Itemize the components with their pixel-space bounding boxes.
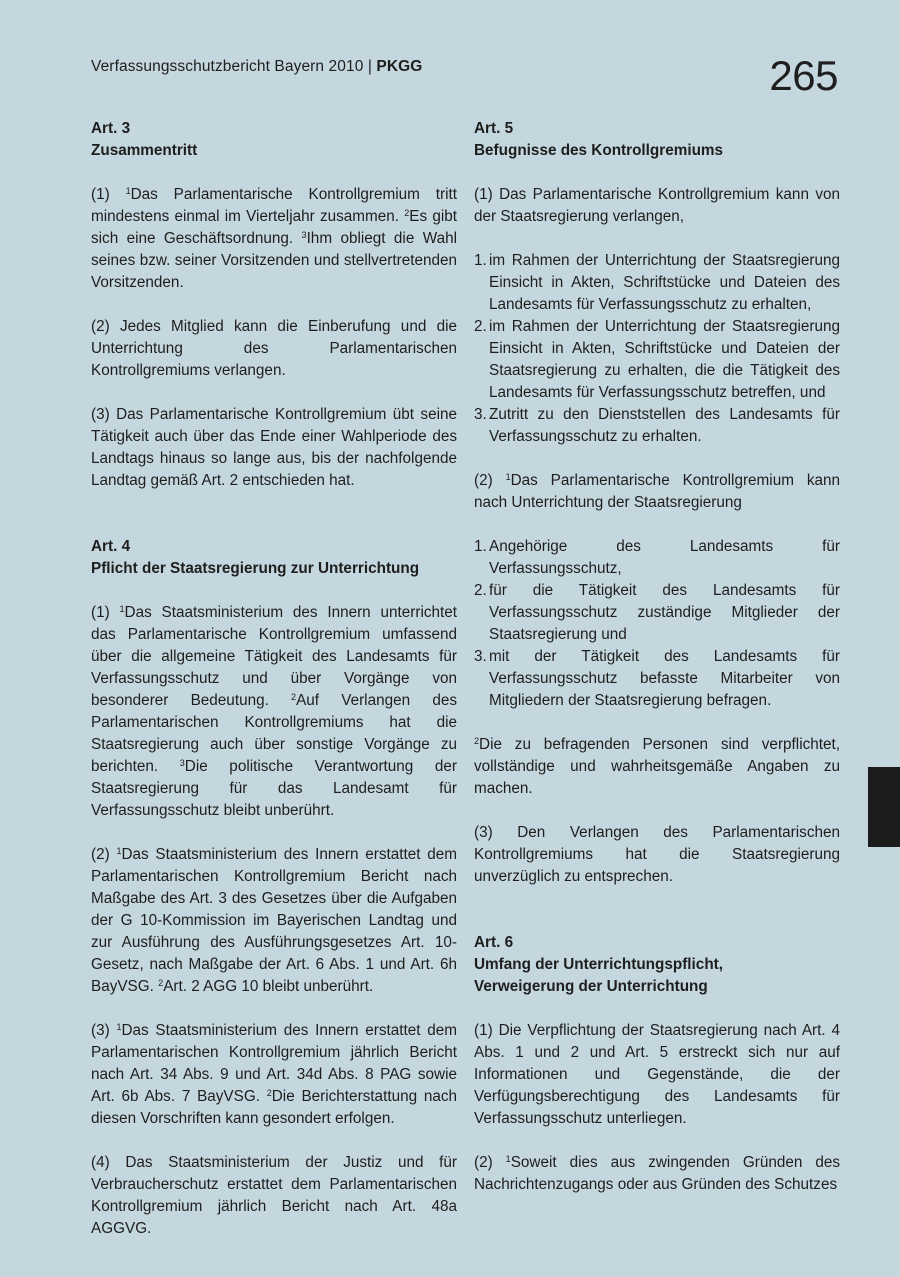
left-column [91, 118, 457, 1240]
list-item: 3. mit der Tätigkeit des Landesamts für Verfassungsschutz befasste Mitarbeiter von Mitgliedern der Staatsregierung befragen. [474, 648, 840, 709]
right-column [474, 118, 840, 1196]
art6-title-line-1: Umfang der Unterrichtungspflicht, [474, 956, 724, 973]
art3-paragraph-3: (3) Das Parlamentarische Kontrollgremium übt seine Tätigkeit auch über das Ende einer Wahlperiode des Landtags hinaus so lange aus, bis der nachfolgende Landtag gemäß Art. 2 entschieden hat. [91, 406, 457, 489]
art6-paragraph-1: (1) Die Verpflichtung der Staatsregierung nach Art. 4 Abs. 1 und 2 und Art. 5 erstreckt sich nur auf Informationen und Gegenstände, die der Verfügungsberechtigung des Landesamts für Verfassungsschutz unterliegen. [474, 1022, 840, 1127]
running-header [91, 58, 422, 76]
chapter-tab-marker [868, 767, 900, 847]
page-number: 265 [769, 52, 838, 99]
art6-label: Art. 6 [474, 934, 514, 951]
art6-title-line-2: Verweigerung der Unterrichtung [474, 978, 708, 995]
art5-label: Art. 5 [474, 120, 514, 137]
art5-title: Befugnisse des Kontrollgremiums [474, 142, 724, 159]
list-item: 3. Zutritt zu den Dienststellen des Landesamts für Verfassungsschutz zu erhalten. [474, 406, 840, 445]
art6-paragraph-2: (2) $^1$Soweit dies aus zwingenden Gründen des Nachrichtenzugangs oder aus Gründen des Schutzes [474, 1154, 840, 1193]
header-section: PKGG [376, 58, 423, 75]
art5-list-1 [474, 250, 840, 448]
art3-label: Art. 3 [91, 120, 131, 137]
art3-title: Zusammentritt [91, 142, 198, 159]
art5-paragraph-3: (3) Den Verlangen des Parlamentarischen Kontrollgremiums hat die Staatsregierung unverzüglich zu entsprechen. [474, 824, 840, 885]
art4-paragraph-1: (1) $^1$Das Staatsministerium des Innern unterrichtet das Parlamentarische Kontrollgremium umfassend über die allgemeine Tätigkeit des Landesamts für Verfassungsschutz und über Vorgänge von besonderer Bedeutung. $^2$Auf Verlangen des Parlamentarischen Kontrollgremiums hat die Staatsregierung auch über sonstige Vorgänge zu berichten. $^3$Die politische Verantwortung der Staatsregierung für das Landesamt für Verfassungsschutz bleibt unberührt. [91, 604, 458, 819]
list-item: 1. im Rahmen der Unterrichtung der Staatsregierung Einsicht in Akten, Schriftstücke und Dateien des Landesamts für Verfassungsschutz zu erhalten, [474, 252, 840, 313]
art4-title: Pflicht der Staatsregierung zur Unterrichtung [91, 560, 420, 577]
art4-paragraph-3: (3) $^1$Das Staatsministerium des Innern erstattet dem Parlamentarischen Kontrollgremium jährlich Bericht nach Art. 34 Abs. 9 und Art. 34d Abs. 8 PAG sowie Art. 6b Abs. 7 BayVSG. $^2$Die Berichterstattung nach diesen Vorschriften kann gesondert erfolgen. [91, 1022, 458, 1127]
art3-paragraph-1: (1) $^1$Das Parlamentarische Kontrollgremium tritt mindestens einmal im Vierteljahr zusammen. $^2$Es gibt sich eine Geschäftsordnung. $^3$Ihm obliegt die Wahl seines bzw. seiner Vorsitzenden und stellvertretenden Vorsitzenden. [91, 186, 458, 291]
header-title: Verfassungsschutzbericht Bayern 2010 | [91, 58, 377, 75]
list-item: 2. für die Tätigkeit des Landesamts für Verfassungsschutz zuständige Mitglieder der Staatsregierung und [474, 582, 840, 643]
art5-list-2 [474, 536, 840, 712]
art4-paragraph-4: (4) Das Staatsministerium der Justiz und für Verbraucherschutz erstattet dem Parlamentarischen Kontrollgremium jährlich Bericht nach Art. 48a AGGVG. [91, 1154, 457, 1237]
art5-paragraph-2b: $^2$Die zu befragenden Personen sind verpflichtet, vollständige und wahrheitsgemäße Angaben zu machen. [474, 736, 840, 797]
art5-paragraph-2: (2) $^1$Das Parlamentarische Kontrollgremium kann nach Unterrichtung der Staatsregierung [474, 472, 840, 511]
art4-paragraph-2: (2) $^1$Das Staatsministerium des Innern erstattet dem Parlamentarischen Kontrollgremium Bericht nach Maßgabe des Art. 3 des Gesetzes über die Aufgaben der G 10-Kommission im Bayerischen Landtag und zur Ausführung des Ausführungsgesetzes Art. 10-Gesetz, nach Maßgabe der Art. 6 Abs. 1 und Art. 6h BayVSG. $^2$Art. 2 AGG 10 bleibt unberührt. [91, 846, 458, 995]
list-item: 2. im Rahmen der Unterrichtung der Staatsregierung Einsicht in Akten, Schriftstücke und Dateien der Staatsregierung zu erhalten, die die Tätigkeit des Landesamts für Verfassungsschutz betreffen, und [474, 318, 840, 401]
list-item: 1. Angehörige des Landesamts für Verfassungsschutz, [474, 538, 840, 577]
art5-paragraph-1: (1) Das Parlamentarische Kontrollgremium kann von der Staatsregierung verlangen, [474, 186, 840, 225]
art3-paragraph-2: (2) Jedes Mitglied kann die Einberufung und die Unterrichtung des Parlamentarischen Kontrollgremiums verlangen. [91, 318, 457, 379]
art4-label: Art. 4 [91, 538, 131, 555]
